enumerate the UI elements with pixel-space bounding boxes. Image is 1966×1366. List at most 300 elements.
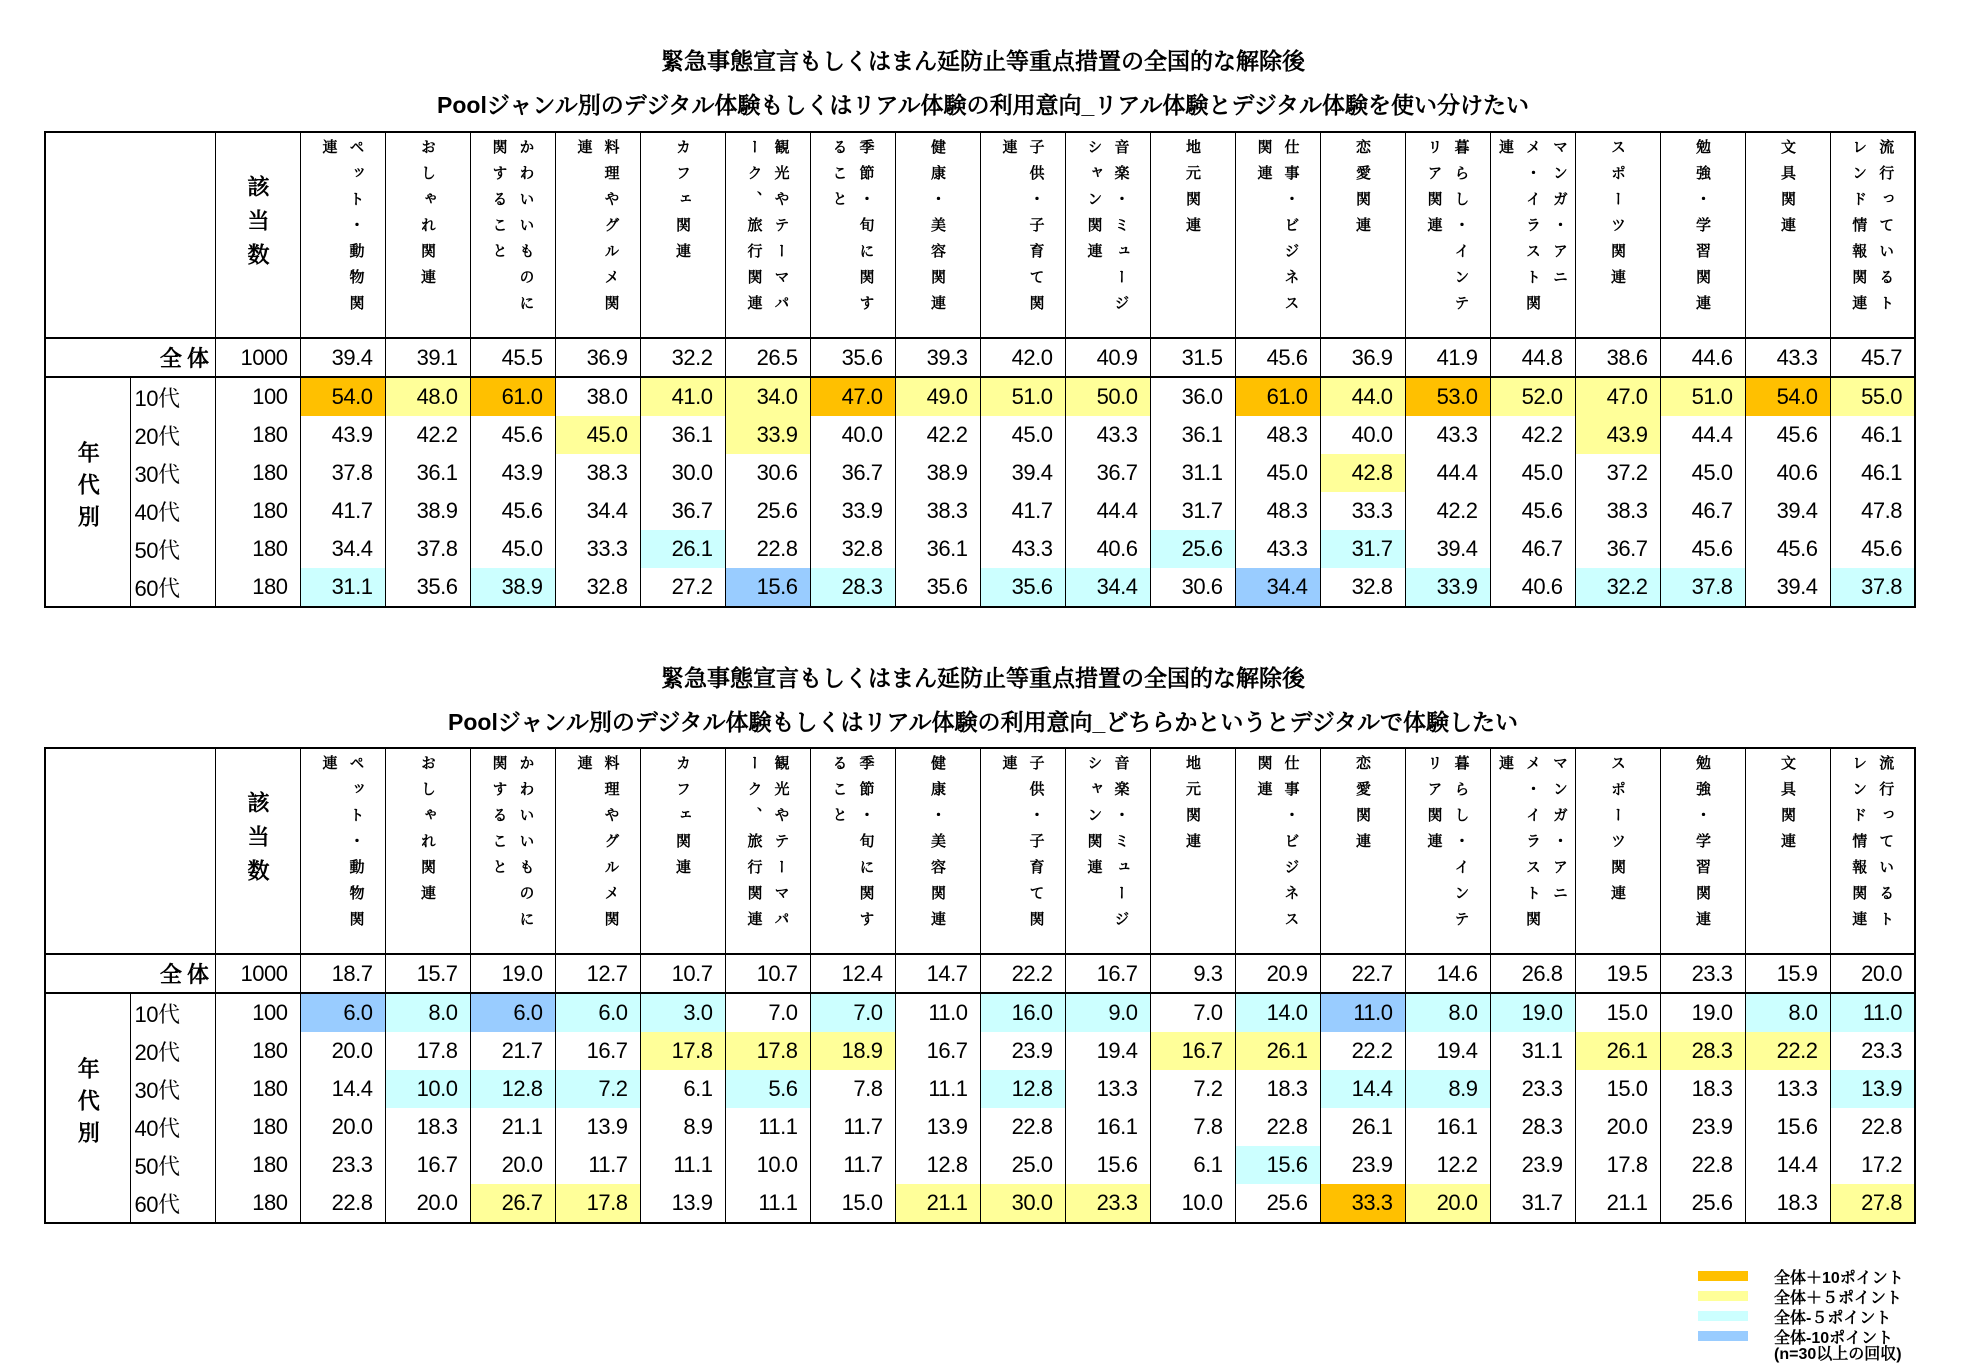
total-value: 41.9	[1405, 338, 1490, 377]
value-cell: 7.0	[810, 993, 895, 1032]
value-cell: 31.1	[1150, 454, 1235, 492]
age-label: 40代	[130, 1108, 215, 1146]
column-header-label: 勉強・学習関連	[1694, 139, 1711, 321]
value-cell: 36.7	[1575, 530, 1660, 568]
legend-label: 全体-10ポイント	[1774, 1329, 1894, 1347]
value-cell: 11.0	[1830, 993, 1915, 1032]
total-value: 38.6	[1575, 338, 1660, 377]
value-cell: 33.9	[810, 492, 895, 530]
value-cell: 7.0	[1150, 993, 1235, 1032]
value-cell: 47.8	[1830, 492, 1915, 530]
value-cell: 11.1	[725, 1184, 810, 1223]
total-value: 39.4	[300, 338, 385, 377]
column-header	[810, 748, 895, 954]
value-cell: 46.7	[1490, 530, 1575, 568]
row-n: 180	[215, 568, 300, 607]
value-cell: 30.6	[725, 454, 810, 492]
table1-title-line1: 緊急事態宣言もしくはまん延防止等重点措置の全国的な解除後	[661, 48, 1305, 74]
value-cell: 20.0	[1405, 1184, 1490, 1223]
column-header-label: 音楽・ミュージシャン関連	[1085, 139, 1130, 321]
column-header	[555, 748, 640, 954]
total-value: 45.5	[470, 338, 555, 377]
value-cell: 6.0	[555, 993, 640, 1032]
value-cell: 31.7	[1490, 1184, 1575, 1223]
value-cell: 16.7	[1150, 1032, 1235, 1070]
column-header-label: 音楽・ミュージシャン関連	[1085, 755, 1130, 937]
value-cell: 43.3	[1065, 416, 1150, 454]
value-cell: 45.6	[1660, 530, 1745, 568]
age-label: 20代	[130, 1032, 215, 1070]
value-cell: 34.0	[725, 377, 810, 416]
row-n: 180	[215, 530, 300, 568]
value-cell: 61.0	[1235, 377, 1320, 416]
value-cell: 36.0	[1150, 377, 1235, 416]
column-header-label: 健康・美容関連	[929, 139, 946, 321]
value-cell: 21.1	[470, 1108, 555, 1146]
value-cell: 34.4	[300, 530, 385, 568]
value-cell: 30.0	[640, 454, 725, 492]
value-cell: 7.2	[1150, 1070, 1235, 1108]
total-value: 42.0	[980, 338, 1065, 377]
value-cell: 11.1	[640, 1146, 725, 1184]
value-cell: 45.6	[1830, 530, 1915, 568]
total-value: 44.6	[1660, 338, 1745, 377]
value-cell: 47.0	[810, 377, 895, 416]
column-header	[1235, 132, 1320, 338]
value-cell: 46.7	[1660, 492, 1745, 530]
value-cell: 50.0	[1065, 377, 1150, 416]
column-header-label: マンガ・アニメ・イラスト関連	[1497, 139, 1568, 321]
value-cell: 37.8	[300, 454, 385, 492]
column-header	[1830, 748, 1915, 954]
value-cell: 33.3	[1320, 492, 1405, 530]
group-label: 年代別	[75, 441, 101, 537]
column-header-label: おしゃれ関連	[419, 755, 436, 911]
column-header-label: カフェ関連	[674, 755, 691, 885]
total-value: 44.8	[1490, 338, 1575, 377]
total-value: 16.7	[1065, 954, 1150, 993]
value-cell: 33.3	[1320, 1184, 1405, 1223]
value-cell: 44.4	[1405, 454, 1490, 492]
column-header	[1490, 748, 1575, 954]
value-cell: 22.2	[1745, 1032, 1830, 1070]
value-cell: 44.4	[1660, 416, 1745, 454]
value-cell: 22.8	[980, 1108, 1065, 1146]
value-cell: 13.9	[640, 1184, 725, 1223]
age-row	[45, 993, 1915, 1032]
value-cell: 7.8	[810, 1070, 895, 1108]
value-cell: 15.6	[1235, 1146, 1320, 1184]
total-value: 12.4	[810, 954, 895, 993]
total-value: 20.0	[1830, 954, 1915, 993]
value-cell: 23.9	[1320, 1146, 1405, 1184]
value-cell: 17.8	[555, 1184, 640, 1223]
value-cell: 37.8	[385, 530, 470, 568]
value-cell: 17.8	[725, 1032, 810, 1070]
total-value: 23.3	[1660, 954, 1745, 993]
column-header-label: 観光やテーマパーク、旅行関連	[745, 755, 790, 937]
value-cell: 40.0	[810, 416, 895, 454]
value-cell: 51.0	[1660, 377, 1745, 416]
value-cell: 41.7	[980, 492, 1065, 530]
legend-item	[1698, 1306, 1904, 1326]
value-cell: 48.0	[385, 377, 470, 416]
value-cell: 11.7	[555, 1146, 640, 1184]
column-header-label: 観光やテーマパーク、旅行関連	[745, 139, 790, 321]
value-cell: 36.7	[810, 454, 895, 492]
value-cell: 8.9	[640, 1108, 725, 1146]
column-header-label: スポーツ関連	[1609, 139, 1626, 295]
value-cell: 47.0	[1575, 377, 1660, 416]
column-header	[1575, 132, 1660, 338]
column-header	[895, 132, 980, 338]
age-row	[45, 377, 1915, 416]
column-header	[1065, 132, 1150, 338]
value-cell: 6.0	[470, 993, 555, 1032]
value-cell: 28.3	[1490, 1108, 1575, 1146]
value-cell: 18.3	[1235, 1070, 1320, 1108]
value-cell: 44.4	[1065, 492, 1150, 530]
value-cell: 43.9	[470, 454, 555, 492]
value-cell: 45.0	[1490, 454, 1575, 492]
value-cell: 28.3	[810, 568, 895, 607]
age-row	[45, 1070, 1915, 1108]
value-cell: 14.4	[300, 1070, 385, 1108]
value-cell: 54.0	[300, 377, 385, 416]
total-value: 14.6	[1405, 954, 1490, 993]
age-row	[45, 454, 1915, 492]
value-cell: 18.9	[810, 1032, 895, 1070]
age-label: 60代	[130, 568, 215, 607]
value-cell: 22.2	[1320, 1032, 1405, 1070]
value-cell: 25.6	[1660, 1184, 1745, 1223]
value-cell: 43.3	[1405, 416, 1490, 454]
age-row	[45, 1108, 1915, 1146]
total-value: 10.7	[725, 954, 810, 993]
value-cell: 17.8	[385, 1032, 470, 1070]
value-cell: 35.6	[385, 568, 470, 607]
total-value: 19.5	[1575, 954, 1660, 993]
value-cell: 7.8	[1150, 1108, 1235, 1146]
value-cell: 25.6	[1150, 530, 1235, 568]
column-header	[1830, 132, 1915, 338]
value-cell: 18.3	[385, 1108, 470, 1146]
value-cell: 13.9	[555, 1108, 640, 1146]
value-cell: 30.0	[980, 1184, 1065, 1223]
table2-title-line2: Poolジャンル別のデジタル体験もしくはリアル体験の利用意向_どちらかというとデジタルで体験したい	[448, 709, 1518, 735]
column-header-label: マンガ・アニメ・イラスト関連	[1497, 755, 1568, 937]
header-n-label: 該当数	[245, 175, 270, 277]
column-header	[1405, 748, 1490, 954]
header-row	[45, 748, 1915, 954]
value-cell: 13.3	[1745, 1070, 1830, 1108]
column-header-label: 恋愛関連	[1354, 139, 1371, 243]
total-value: 35.6	[810, 338, 895, 377]
value-cell: 30.6	[1150, 568, 1235, 607]
value-cell: 26.1	[1320, 1108, 1405, 1146]
column-header-label: 料理やグルメ関連	[575, 755, 620, 937]
total-value: 12.7	[555, 954, 640, 993]
value-cell: 38.0	[555, 377, 640, 416]
value-cell: 15.0	[810, 1184, 895, 1223]
value-cell: 45.6	[1745, 530, 1830, 568]
value-cell: 38.9	[385, 492, 470, 530]
value-cell: 20.0	[470, 1146, 555, 1184]
value-cell: 35.6	[980, 568, 1065, 607]
value-cell: 20.0	[1575, 1108, 1660, 1146]
row-n: 100	[215, 377, 300, 416]
total-value: 20.9	[1235, 954, 1320, 993]
total-value: 18.7	[300, 954, 385, 993]
group-label-cell	[45, 993, 130, 1223]
value-cell: 33.3	[555, 530, 640, 568]
value-cell: 42.8	[1320, 454, 1405, 492]
value-cell: 31.1	[300, 568, 385, 607]
total-n: 1000	[215, 954, 300, 993]
legend	[1698, 1266, 1904, 1364]
value-cell: 43.3	[980, 530, 1065, 568]
legend-note: (n=30以上の回収)	[1774, 1346, 1902, 1363]
value-cell: 8.0	[1745, 993, 1830, 1032]
value-cell: 36.7	[1065, 454, 1150, 492]
value-cell: 9.0	[1065, 993, 1150, 1032]
column-header-label: ペット・動物関連	[320, 755, 365, 937]
group-label-cell	[45, 377, 130, 607]
row-n: 180	[215, 1108, 300, 1146]
group-label: 年代別	[75, 1057, 101, 1153]
column-header	[385, 748, 470, 954]
value-cell: 38.3	[555, 454, 640, 492]
value-cell: 37.2	[1575, 454, 1660, 492]
age-row	[45, 416, 1915, 454]
value-cell: 15.0	[1575, 1070, 1660, 1108]
age-label: 50代	[130, 530, 215, 568]
value-cell: 45.0	[1660, 454, 1745, 492]
value-cell: 33.9	[1405, 568, 1490, 607]
value-cell: 28.3	[1660, 1032, 1745, 1070]
value-cell: 26.1	[1575, 1032, 1660, 1070]
total-value: 32.2	[640, 338, 725, 377]
column-header	[1490, 132, 1575, 338]
column-header-label: 健康・美容関連	[929, 755, 946, 937]
value-cell: 6.1	[640, 1070, 725, 1108]
column-header-label: ペット・動物関連	[320, 139, 365, 321]
column-header	[1405, 132, 1490, 338]
age-row	[45, 568, 1915, 607]
age-row	[45, 492, 1915, 530]
value-cell: 45.0	[555, 416, 640, 454]
total-value: 14.7	[895, 954, 980, 993]
value-cell: 10.0	[1150, 1184, 1235, 1223]
column-header	[300, 132, 385, 338]
value-cell: 51.0	[980, 377, 1065, 416]
total-value: 19.0	[470, 954, 555, 993]
total-value: 26.5	[725, 338, 810, 377]
value-cell: 10.0	[385, 1070, 470, 1108]
value-cell: 23.3	[1490, 1070, 1575, 1108]
total-value: 39.3	[895, 338, 980, 377]
value-cell: 14.0	[1235, 993, 1320, 1032]
column-header	[470, 132, 555, 338]
column-header	[895, 748, 980, 954]
table2	[44, 747, 1916, 1224]
value-cell: 6.1	[1150, 1146, 1235, 1184]
column-header-label: 流行っているトレンド情報関連	[1850, 139, 1895, 321]
column-header-label: スポーツ関連	[1609, 755, 1626, 911]
value-cell: 21.7	[470, 1032, 555, 1070]
row-n: 180	[215, 416, 300, 454]
value-cell: 8.0	[1405, 993, 1490, 1032]
column-header-label: 地元関連	[1184, 755, 1201, 859]
column-header	[1150, 132, 1235, 338]
value-cell: 31.7	[1150, 492, 1235, 530]
value-cell: 25.6	[1235, 1184, 1320, 1223]
value-cell: 61.0	[470, 377, 555, 416]
value-cell: 34.4	[1065, 568, 1150, 607]
column-header	[1150, 748, 1235, 954]
column-header-label: かわいいものに関すること	[490, 139, 535, 321]
value-cell: 16.7	[895, 1032, 980, 1070]
value-cell: 11.1	[895, 1070, 980, 1108]
age-row	[45, 1146, 1915, 1184]
value-cell: 18.3	[1745, 1184, 1830, 1223]
total-n: 1000	[215, 338, 300, 377]
total-value: 15.9	[1745, 954, 1830, 993]
value-cell: 42.2	[385, 416, 470, 454]
header-blank	[45, 132, 215, 338]
value-cell: 48.3	[1235, 492, 1320, 530]
value-cell: 19.4	[1065, 1032, 1150, 1070]
column-header-label: 文具関連	[1779, 139, 1796, 243]
value-cell: 16.0	[980, 993, 1065, 1032]
total-label: 全 体	[45, 338, 215, 377]
value-cell: 45.0	[1235, 454, 1320, 492]
age-label: 20代	[130, 416, 215, 454]
legend-swatch-cyan	[1698, 1311, 1748, 1321]
value-cell: 20.0	[300, 1108, 385, 1146]
value-cell: 17.8	[1575, 1146, 1660, 1184]
value-cell: 32.8	[1320, 568, 1405, 607]
value-cell: 36.1	[640, 416, 725, 454]
value-cell: 12.8	[980, 1070, 1065, 1108]
total-value: 26.8	[1490, 954, 1575, 993]
total-value: 10.7	[640, 954, 725, 993]
row-n: 180	[215, 1032, 300, 1070]
value-cell: 31.7	[1320, 530, 1405, 568]
age-label: 10代	[130, 993, 215, 1032]
column-header	[640, 132, 725, 338]
value-cell: 32.2	[1575, 568, 1660, 607]
column-header	[810, 132, 895, 338]
value-cell: 34.4	[555, 492, 640, 530]
age-label: 10代	[130, 377, 215, 416]
value-cell: 25.0	[980, 1146, 1065, 1184]
table2-title-line1: 緊急事態宣言もしくはまん延防止等重点措置の全国的な解除後	[661, 665, 1305, 691]
value-cell: 17.2	[1830, 1146, 1915, 1184]
total-label: 全 体	[45, 954, 215, 993]
value-cell: 40.6	[1745, 454, 1830, 492]
value-cell: 45.0	[980, 416, 1065, 454]
value-cell: 23.9	[1490, 1146, 1575, 1184]
value-cell: 39.4	[1745, 492, 1830, 530]
column-header-label: 季節・旬に関すること	[830, 755, 875, 937]
column-header-label: 料理やグルメ関連	[575, 139, 620, 321]
value-cell: 39.4	[980, 454, 1065, 492]
value-cell: 35.6	[895, 568, 980, 607]
value-cell: 38.3	[895, 492, 980, 530]
value-cell: 7.2	[555, 1070, 640, 1108]
legend-label: 全体-５ポイント	[1774, 1309, 1892, 1327]
header-n-label: 該当数	[245, 791, 270, 893]
column-header-label: 暮らし・インテリア関連	[1425, 139, 1470, 321]
total-value: 39.1	[385, 338, 470, 377]
value-cell: 49.0	[895, 377, 980, 416]
column-header	[300, 748, 385, 954]
value-cell: 36.7	[640, 492, 725, 530]
column-header-label: 勉強・学習関連	[1694, 755, 1711, 937]
column-header	[555, 132, 640, 338]
value-cell: 43.9	[300, 416, 385, 454]
column-header	[385, 132, 470, 338]
column-header	[640, 748, 725, 954]
value-cell: 48.3	[1235, 416, 1320, 454]
total-value: 36.9	[1320, 338, 1405, 377]
column-header-label: 季節・旬に関すること	[830, 139, 875, 321]
value-cell: 10.0	[725, 1146, 810, 1184]
row-n: 180	[215, 1184, 300, 1223]
legend-swatch-yellow	[1698, 1291, 1748, 1301]
value-cell: 43.3	[1235, 530, 1320, 568]
value-cell: 20.0	[300, 1032, 385, 1070]
column-header	[1660, 748, 1745, 954]
value-cell: 13.3	[1065, 1070, 1150, 1108]
value-cell: 23.3	[1065, 1184, 1150, 1223]
value-cell: 19.4	[1405, 1032, 1490, 1070]
row-n: 180	[215, 492, 300, 530]
value-cell: 16.7	[555, 1032, 640, 1070]
legend-label: 全体＋５ポイント	[1774, 1289, 1903, 1307]
value-cell: 15.6	[725, 568, 810, 607]
age-label: 50代	[130, 1146, 215, 1184]
column-header-label: 地元関連	[1184, 139, 1201, 243]
value-cell: 33.9	[725, 416, 810, 454]
column-header-label: 子供・子育て関連	[1000, 755, 1045, 937]
total-value: 36.9	[555, 338, 640, 377]
value-cell: 22.8	[1235, 1108, 1320, 1146]
value-cell: 23.3	[300, 1146, 385, 1184]
value-cell: 11.0	[1320, 993, 1405, 1032]
column-header	[725, 132, 810, 338]
value-cell: 46.1	[1830, 416, 1915, 454]
total-value: 45.7	[1830, 338, 1915, 377]
header-row	[45, 132, 1915, 338]
total-row	[45, 338, 1915, 377]
value-cell: 15.6	[1745, 1108, 1830, 1146]
value-cell: 6.0	[300, 993, 385, 1032]
header-n	[215, 748, 300, 954]
value-cell: 26.1	[640, 530, 725, 568]
value-cell: 21.1	[895, 1184, 980, 1223]
value-cell: 15.6	[1065, 1146, 1150, 1184]
column-header	[1320, 132, 1405, 338]
value-cell: 38.3	[1575, 492, 1660, 530]
header-n	[215, 132, 300, 338]
value-cell: 37.8	[1830, 568, 1915, 607]
value-cell: 39.4	[1745, 568, 1830, 607]
value-cell: 11.7	[810, 1108, 895, 1146]
legend-item	[1698, 1266, 1904, 1286]
column-header	[1660, 132, 1745, 338]
